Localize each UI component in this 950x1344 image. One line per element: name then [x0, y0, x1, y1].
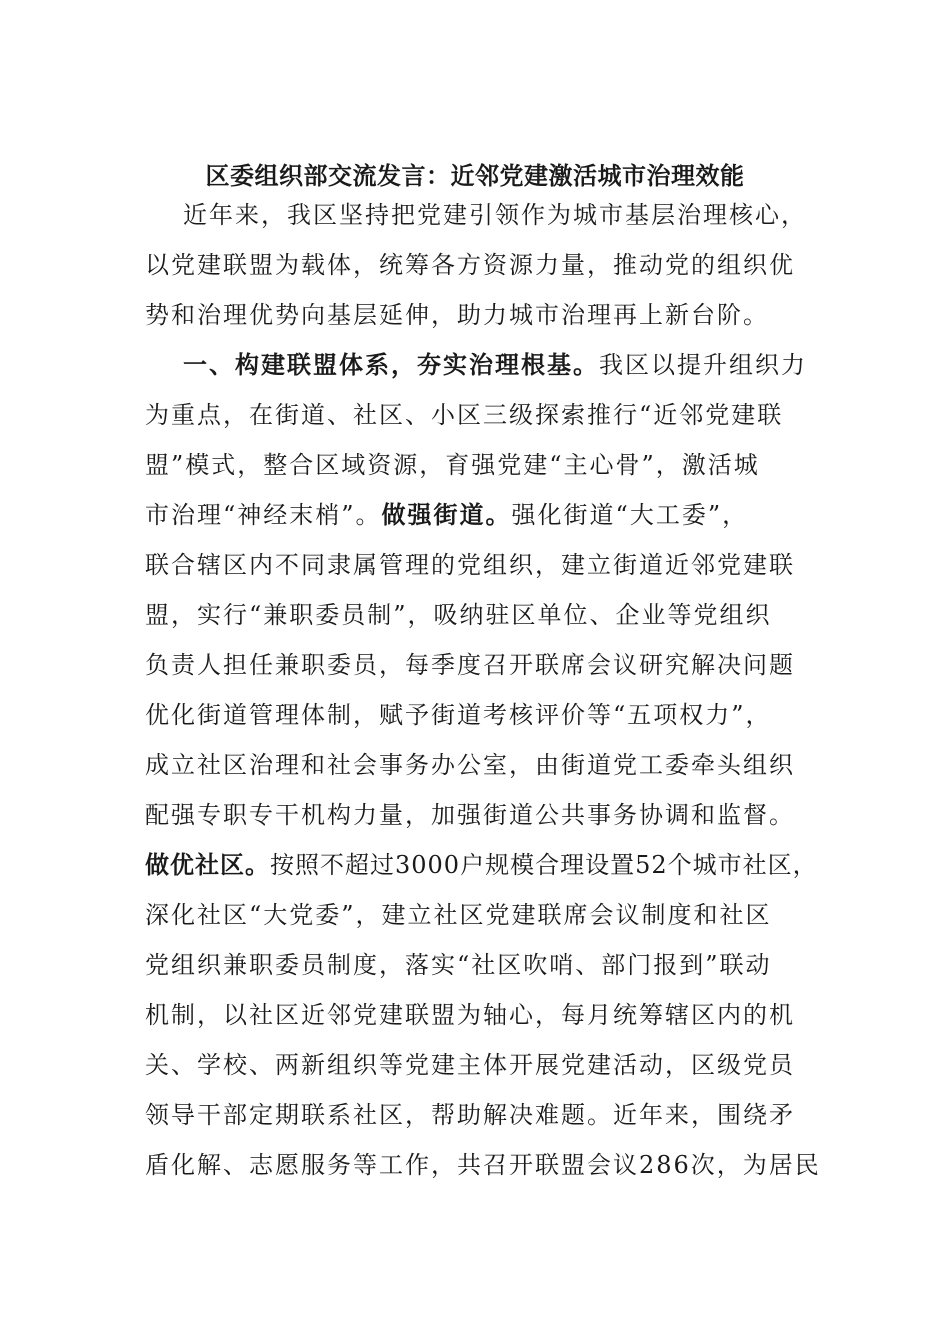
paragraph-line — [145, 1090, 845, 1140]
paragraph-line — [145, 240, 845, 290]
line-text: 成立社区治理和社会事务办公室，由街道党工委牵头组织 — [145, 751, 795, 779]
line-text: 联合辖区内不同隶属管理的党组织，建立街道近邻党建联 — [145, 551, 795, 579]
line-text: 机制，以社区近邻党建联盟为轴心，每月统筹辖区内的机 — [145, 1001, 795, 1029]
line-text: 深化社区“大党委”，建立社区党建联席会议制度和社区 — [145, 901, 772, 929]
paragraph-line — [145, 690, 845, 740]
line-text: 以党建联盟为载体，统筹各方资源力量，推动党的组织优 — [145, 251, 795, 279]
paragraph-line — [145, 490, 845, 540]
paragraph-line — [145, 1040, 845, 1090]
paragraph-line — [145, 340, 845, 390]
paragraph-line — [145, 740, 845, 790]
paragraph-line — [145, 1140, 845, 1190]
document-title: 区委组织部交流发言：近邻党建激活城市治理效能 — [205, 161, 745, 190]
paragraph-line — [145, 590, 845, 640]
line-text: 强化街道“大工委”， — [511, 501, 749, 529]
document-body — [145, 190, 845, 1190]
line-text: 关、学校、两新组织等党建主体开展党建活动，区级党员 — [145, 1051, 795, 1079]
line-text: 按照不超过3000户规模合理设置52个城市社区， — [270, 851, 818, 879]
paragraph-line — [145, 940, 845, 990]
line-text: 市治理“神经末梢”。 — [145, 501, 382, 529]
paragraph-line — [145, 640, 845, 690]
line-text: 盟，实行“兼职委员制”，吸纳驻区单位、企业等党组织 — [145, 601, 772, 629]
line-text: 为重点，在街道、社区、小区三级探索推行“近邻党建联 — [145, 401, 784, 429]
line-text: 盟”模式，整合区域资源，育强党建“主心骨”，激活城 — [145, 451, 760, 479]
paragraph-line — [145, 840, 845, 890]
line-text: 配强专职专干机构力量，加强街道公共事务协调和监督。 — [145, 801, 795, 829]
line-text: 优化街道管理体制，赋予街道考核评价等“五项权力”， — [145, 701, 772, 729]
paragraph-line — [145, 890, 845, 940]
paragraph-line — [145, 190, 845, 240]
paragraph-line — [145, 440, 845, 490]
paragraph-line — [145, 290, 845, 340]
line-text: 势和治理优势向基层延伸，助力城市治理再上新台阶。 — [145, 301, 769, 329]
line-text: 我区以提升组织力 — [599, 351, 807, 379]
line-text: 负责人担任兼职委员，每季度召开联席会议研究解决问题 — [145, 651, 795, 679]
paragraph-line — [145, 390, 845, 440]
line-text: 盾化解、志愿服务等工作，共召开联盟会议286次，为居民 — [145, 1151, 821, 1179]
section-heading: 一、构建联盟体系，夯实治理根基。 — [183, 350, 599, 379]
paragraph-line — [145, 540, 845, 590]
line-text: 近年来，我区坚持把党建引领作为城市基层治理核心， — [183, 201, 807, 229]
subsection-heading: 做优社区。 — [145, 850, 270, 879]
paragraph-line — [145, 990, 845, 1040]
line-text: 党组织兼职委员制度，落实“社区吹哨、部门报到”联动 — [145, 951, 772, 979]
paragraph-line — [145, 790, 845, 840]
subsection-heading: 做强街道。 — [381, 500, 512, 529]
line-text: 领导干部定期联系社区，帮助解决难题。近年来，围绕矛 — [145, 1101, 795, 1129]
